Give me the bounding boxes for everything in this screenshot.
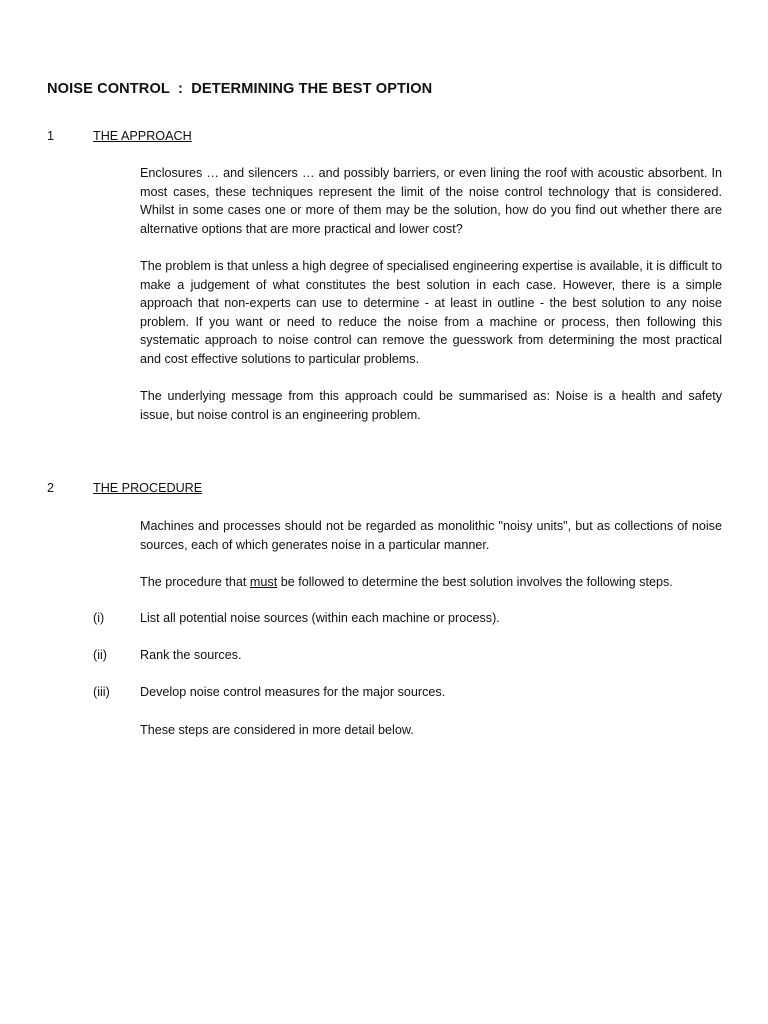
section-2-intro: Machines and processes should not be regarded as monolithic "noisy units", but as collections of noise sources, each of which generates noise in a particular manner. (140, 519, 722, 552)
section-1-paragraph-1: Enclosures … and silencers … and possibly barriers, or even lining the roof with acoustic absorbent. In most cases, these techniques represent the limit of the noise control technology that is considered. Whilst in some cases one or more of them may be the solution, how do you find out whether there are alternative options that are more practical and lower cost? (140, 166, 722, 236)
section-2-procedure-sentence (140, 573, 722, 592)
step-2-text: Rank the sources. (140, 648, 242, 662)
step-2-number: (ii) (93, 648, 107, 662)
procedure-text-before: The procedure that (140, 575, 250, 589)
section-2-heading: THE PROCEDURE (93, 481, 203, 495)
section-1-paragraph-3: The underlying message from this approach could be summarised as: Noise is a health and safety issue, but noise control is an engineering problem. (140, 389, 722, 422)
document-title: NOISE CONTROL : DETERMINING THE BEST OPTION (47, 81, 433, 97)
procedure-text-after: be followed to determine the best solution involves the following steps. (277, 575, 673, 589)
step-1-number: (i) (93, 611, 105, 625)
section-2-number: 2 (47, 481, 55, 495)
step-1-text: List all potential noise sources (within each machine or process). (140, 611, 500, 625)
section-1-paragraph-2: The problem is that unless a high degree of specialised engineering expertise is available, it is difficult to make a judgement of what constitutes the best solution in each case. However, there is a simple approach that non-experts can use to determine - at least in outline - the best solution to any noise problem. If you want or need to reduce the noise from a machine or process, then following this systematic approach to noise control can remove the guesswork from determining the most practical and cost effective solutions to particular problems. (140, 259, 722, 366)
procedure-emphasis: must (249, 575, 278, 589)
step-3-number: (iii) (93, 685, 110, 699)
section-2-closing: These steps are considered in more detail below. (140, 723, 414, 737)
section-1-heading: THE APPROACH (93, 129, 192, 143)
section-1-number: 1 (47, 129, 55, 143)
step-3-text: Develop noise control measures for the major sources. (140, 685, 446, 699)
